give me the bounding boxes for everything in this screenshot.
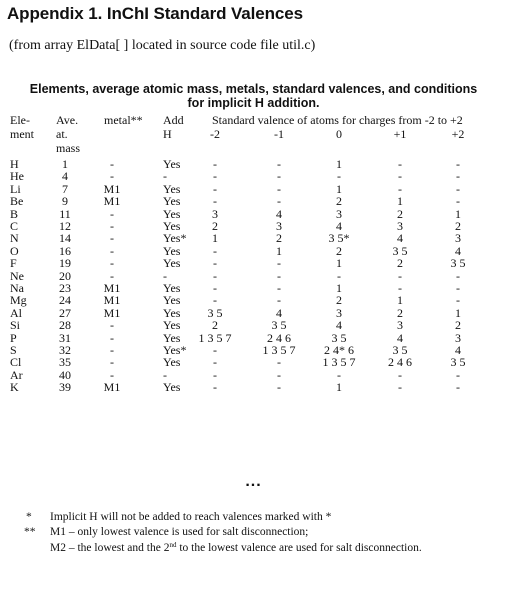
cell-valence-plus1: 3 5 (392, 243, 408, 258)
header-addh-2: H (163, 127, 172, 141)
cell-element: Be (10, 194, 24, 209)
table-row (0, 270, 507, 283)
cell-valence-plus2: 4 (455, 343, 461, 357)
footnote-dstar-line-1: M1 – only lowest valence is used for salt disconnection; (50, 526, 309, 538)
cell-mass: 1 (62, 157, 68, 171)
cell-valence-minus1: 2 (276, 231, 282, 246)
cell-mass: 35 (59, 355, 71, 370)
footnote-dstar-line-2-sup: nd (169, 541, 177, 549)
cell-valence-minus2: - (213, 243, 217, 258)
cell-add-h: Yes (163, 281, 181, 295)
cell-valence-minus2: - (213, 268, 217, 283)
cell-valence-plus1: - (398, 380, 402, 395)
cell-valence-minus2: - (213, 256, 217, 271)
cell-valence-minus2: - (213, 281, 217, 295)
cell-mass: 11 (59, 206, 71, 221)
cell-valence-minus2: 1 (212, 231, 218, 246)
cell-mass: 12 (59, 219, 71, 233)
cell-valence-minus2: 1 3 5 7 (198, 330, 232, 345)
cell-valence-minus1: - (277, 194, 281, 209)
cell-element: C (10, 219, 19, 233)
cell-mass: 20 (59, 268, 71, 283)
cell-valence-plus2: - (456, 157, 460, 171)
cell-metal: M1 (103, 281, 121, 295)
footnote-dstar-line-2-pre: M2 – the lowest and the 2 (50, 542, 170, 554)
cell-element: Na (10, 281, 24, 295)
header-mass-1: Ave. (56, 113, 79, 127)
page-title: Appendix 1. InChI Standard Valences (7, 4, 303, 23)
cell-valence-minus2: 3 (212, 206, 218, 221)
cell-add-h: Yes (163, 380, 181, 395)
table-row (0, 158, 507, 171)
cell-valence-minus1: - (277, 367, 281, 382)
cell-valence-minus2: - (213, 355, 217, 370)
cell-element: N (10, 231, 19, 246)
footnote-dstar-line-2 (50, 541, 422, 554)
cell-element: Li (10, 181, 21, 196)
cell-valence-plus2: - (456, 293, 460, 308)
cell-valence-plus2: 3 5 (450, 355, 466, 370)
cell-valence-minus1: - (277, 181, 281, 196)
cell-valence-minus1: - (277, 293, 281, 308)
cell-valence-zero: 1 (336, 256, 342, 271)
cell-valence-plus1: 2 (397, 305, 403, 320)
cell-valence-minus1: - (277, 268, 281, 283)
cell-valence-minus2: - (213, 194, 217, 209)
cell-valence-plus2: 2 (455, 318, 461, 333)
header-charge-zero: 0 (336, 127, 342, 141)
cell-metal: - (110, 169, 114, 184)
cell-metal: - (110, 343, 114, 357)
cell-valence-plus1: 3 5 (392, 343, 408, 357)
cell-element: S (10, 343, 17, 357)
table-row (0, 245, 507, 258)
table-row (0, 208, 507, 221)
cell-valence-minus2: 2 (212, 219, 218, 233)
cell-mass: 14 (59, 231, 71, 246)
cell-valence-minus2: - (213, 367, 217, 382)
cell-valence-plus2: - (456, 194, 460, 209)
cell-mass: 4 (62, 169, 68, 184)
cell-valence-minus1: - (277, 157, 281, 171)
table-row (0, 344, 507, 357)
cell-valence-zero: 1 (336, 157, 342, 171)
cell-valence-plus2: 2 (455, 219, 461, 233)
cell-valence-plus1: 1 (397, 194, 403, 209)
cell-metal: M1 (103, 380, 121, 395)
cell-valence-minus2: - (213, 293, 217, 308)
cell-valence-plus2: - (456, 367, 460, 382)
table-row (0, 170, 507, 183)
footnote-dstar-mark: ** (24, 526, 36, 538)
table-row (0, 195, 507, 208)
cell-valence-minus1: - (277, 355, 281, 370)
cell-valence-minus1: - (277, 281, 281, 295)
cell-valence-minus2: 3 5 (207, 305, 223, 320)
cell-valence-plus2: 3 (455, 231, 461, 246)
cell-valence-minus1: 4 (276, 206, 282, 221)
cell-valence-minus2: - (213, 181, 217, 196)
cell-add-h: Yes (163, 243, 181, 258)
header-metal: metal** (104, 113, 143, 127)
continuation-ellipsis: ... (245, 473, 262, 490)
cell-mass: 31 (59, 330, 71, 345)
cell-valence-zero: 1 (336, 181, 342, 196)
table-row (0, 319, 507, 332)
cell-valence-minus2: - (213, 343, 217, 357)
cell-valence-plus1: 3 (397, 318, 403, 333)
cell-valence-zero: - (337, 169, 341, 184)
cell-valence-plus2: 1 (455, 206, 461, 221)
cell-metal: M1 (103, 293, 121, 308)
cell-add-h: Yes (163, 219, 181, 233)
cell-metal: - (110, 243, 114, 258)
cell-valence-minus2: 2 (212, 318, 218, 333)
table-row (0, 220, 507, 233)
footnote-star-mark: * (26, 511, 32, 523)
cell-valence-minus1: 3 (276, 219, 282, 233)
cell-valence-plus1: 2 (397, 256, 403, 271)
cell-metal: M1 (103, 181, 121, 196)
table-row (0, 183, 507, 196)
table-row (0, 369, 507, 382)
cell-element: K (10, 380, 19, 395)
cell-mass: 16 (59, 243, 71, 258)
cell-add-h: Yes (163, 318, 181, 333)
header-addh-1: Add (163, 113, 184, 127)
cell-valence-plus2: 3 (455, 330, 461, 345)
cell-add-h: Yes (163, 330, 181, 345)
cell-valence-plus1: 1 (397, 293, 403, 308)
cell-valence-minus1: 4 (276, 305, 282, 320)
cell-add-h: Yes* (163, 231, 187, 246)
cell-valence-plus1: 3 (397, 219, 403, 233)
cell-element: Al (10, 305, 22, 320)
header-charge-plus1: +1 (393, 127, 407, 141)
cell-valence-plus1: 2 (397, 206, 403, 221)
cell-add-h: Yes (163, 305, 181, 320)
cell-add-h: Yes (163, 181, 181, 196)
cell-valence-plus2: - (456, 268, 460, 283)
cell-metal: - (110, 206, 114, 221)
cell-element: H (10, 157, 19, 171)
cell-mass: 28 (59, 318, 71, 333)
cell-valence-zero: 2 (336, 243, 342, 258)
table-row (0, 232, 507, 245)
cell-valence-minus1: - (277, 256, 281, 271)
cell-valence-plus2: - (456, 169, 460, 184)
caption-line-1: Elements, average atomic mass, metals, standard valences, and conditions (29, 82, 478, 96)
table-row (0, 356, 507, 369)
cell-mass: 23 (59, 281, 71, 295)
header-element-2: ment (10, 127, 34, 141)
cell-metal: - (110, 367, 114, 382)
cell-valence-plus2: - (456, 281, 460, 295)
cell-valence-zero: 3 5 (331, 330, 347, 345)
cell-valence-zero: - (337, 268, 341, 283)
cell-metal: - (110, 318, 114, 333)
cell-add-h: Yes (163, 206, 181, 221)
caption-line-2: for implicit H addition. (187, 96, 320, 110)
table-caption (0, 82, 507, 110)
cell-valence-minus1: - (277, 169, 281, 184)
header-element-1: Ele- (10, 113, 30, 127)
cell-element: B (10, 206, 19, 221)
cell-valence-plus2: - (456, 380, 460, 395)
cell-add-h: Yes (163, 157, 181, 171)
footnote-star-text: Implicit H will not be added to reach valences marked with * (50, 511, 332, 523)
cell-valence-minus1: 2 4 6 (267, 330, 291, 345)
cell-valence-zero: 1 3 5 7 (322, 355, 356, 370)
cell-valence-plus2: 4 (455, 243, 461, 258)
cell-element: F (10, 256, 17, 271)
cell-metal: - (110, 268, 114, 283)
cell-valence-zero: 2 4* 6 (324, 343, 354, 357)
cell-valence-minus1: 1 3 5 7 (262, 343, 296, 357)
cell-valence-plus1: 4 (397, 231, 403, 246)
cell-add-h: - (163, 367, 167, 382)
cell-valence-plus1: - (398, 367, 402, 382)
cell-valence-zero: 3 (336, 305, 342, 320)
cell-valence-zero: 4 (336, 318, 342, 333)
cell-metal: - (110, 355, 114, 370)
cell-add-h: Yes (163, 293, 181, 308)
source-note: (from array ElData[ ] located in source code file util.c) (9, 38, 316, 53)
cell-metal: - (110, 219, 114, 233)
header-charge-minus1: -1 (274, 127, 284, 141)
cell-valence-zero: 3 (336, 206, 342, 221)
cell-metal: - (110, 256, 114, 271)
cell-valence-zero: 2 (336, 293, 342, 308)
cell-mass: 19 (59, 256, 71, 271)
cell-valence-plus2: - (456, 181, 460, 196)
cell-valence-zero: 2 (336, 194, 342, 209)
cell-metal: - (110, 231, 114, 246)
cell-add-h: Yes (163, 256, 181, 271)
cell-element: He (10, 169, 24, 184)
cell-mass: 9 (62, 194, 68, 209)
header-valence-title: Standard valence of atoms for charges from -2 to +2 (212, 113, 463, 127)
cell-valence-plus1: - (398, 169, 402, 184)
cell-metal: - (110, 330, 114, 345)
cell-mass: 27 (59, 305, 71, 320)
cell-valence-plus1: 4 (397, 330, 403, 345)
cell-valence-minus2: - (213, 380, 217, 395)
header-mass-2: at. (56, 127, 68, 141)
cell-valence-plus1: - (398, 181, 402, 196)
table-row (0, 381, 507, 394)
cell-mass: 24 (59, 293, 71, 308)
cell-valence-minus1: - (277, 380, 281, 395)
cell-valence-plus1: - (398, 157, 402, 171)
cell-element: Ar (10, 367, 23, 382)
cell-add-h: Yes* (163, 343, 187, 357)
cell-metal: M1 (103, 194, 121, 209)
cell-add-h: Yes (163, 355, 181, 370)
cell-valence-minus2: - (213, 157, 217, 171)
cell-add-h: Yes (163, 194, 181, 209)
header-mass-3: mass (56, 141, 80, 155)
cell-valence-zero: - (337, 367, 341, 382)
cell-valence-plus2: 1 (455, 305, 461, 320)
table-row (0, 294, 507, 307)
cell-element: Cl (10, 355, 22, 370)
cell-element: Ne (10, 268, 24, 283)
header-charge-plus2: +2 (451, 127, 465, 141)
cell-valence-zero: 1 (336, 380, 342, 395)
cell-valence-zero: 3 5* (328, 231, 350, 246)
cell-mass: 39 (59, 380, 71, 395)
cell-metal: - (110, 157, 114, 171)
table-row (0, 332, 507, 345)
table-row (0, 257, 507, 270)
cell-element: Si (10, 318, 21, 333)
table-row (0, 282, 507, 295)
cell-add-h: - (163, 268, 167, 283)
cell-element: Mg (10, 293, 27, 308)
cell-valence-minus1: 1 (276, 243, 282, 258)
cell-element: O (10, 243, 19, 258)
cell-metal: M1 (103, 305, 121, 320)
cell-valence-plus1: - (398, 281, 402, 295)
header-charge-minus2: -2 (210, 127, 220, 141)
cell-add-h: - (163, 169, 167, 184)
table-row (0, 307, 507, 320)
cell-mass: 40 (59, 367, 71, 382)
cell-element: P (10, 330, 17, 345)
cell-mass: 7 (62, 181, 68, 196)
cell-valence-minus1: 3 5 (271, 318, 287, 333)
cell-valence-plus2: 3 5 (450, 256, 466, 271)
cell-mass: 32 (59, 343, 71, 357)
cell-valence-minus2: - (213, 169, 217, 184)
cell-valence-plus1: 2 4 6 (388, 355, 412, 370)
cell-valence-plus1: - (398, 268, 402, 283)
cell-valence-zero: 4 (336, 219, 342, 233)
footnote-dstar-line-2-post: to the lowest valence are used for salt disconnection. (176, 542, 422, 554)
cell-valence-zero: 1 (336, 281, 342, 295)
